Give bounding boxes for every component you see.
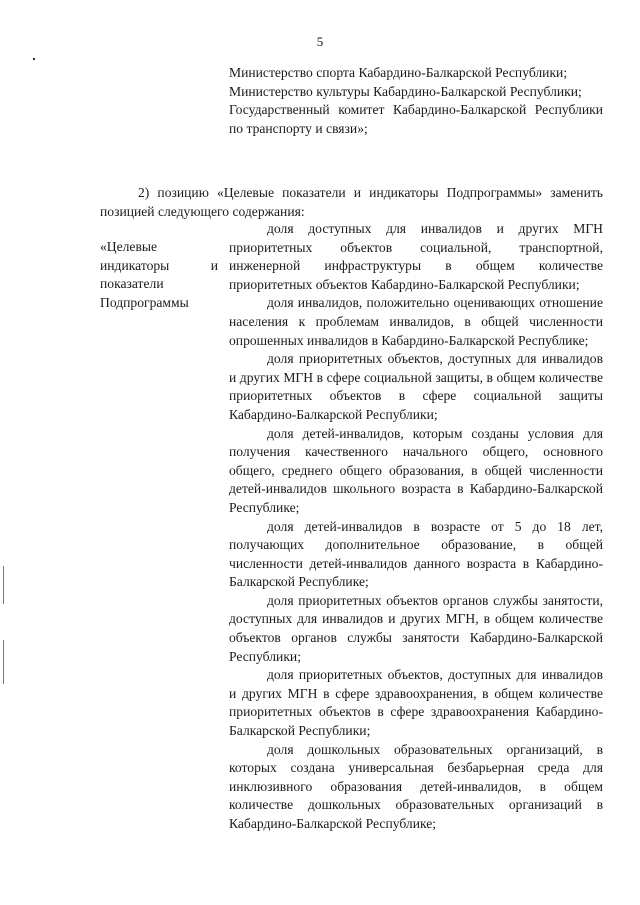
ministries-list <box>229 64 603 138</box>
label-line: показатели <box>100 276 164 292</box>
indicator-item: доля доступных для инвалидов и других МГН приоритетных объектов социальной, транспортной, инженерной инфраструктуры в общем количестве приоритетных объектов Кабардино-Балкарской Республики; <box>229 221 603 292</box>
indicator-item: доля дошкольных образовательных организаций, в которых создана универсальная безбарьерная среда для инклюзивного образования детей-инвалидов, в общем количестве дошкольных образовательных организаций в Кабардино-Балкарской Республике; <box>229 741 603 831</box>
scan-edge-mark <box>3 640 4 684</box>
page-number: 5 <box>316 34 324 49</box>
scan-dot <box>33 58 35 60</box>
label-word: индикаторы <box>100 257 170 273</box>
ministry-item: Государственный комитет Кабардино-Балкарской Республики по транспорту и связи»; <box>229 102 603 136</box>
label-word: и <box>210 257 218 273</box>
indicator-item: доля приоритетных объектов органов службы занятости, доступных для инвалидов и других МГН, в общем количестве объектов органов службы занятости Кабардино-Балкарской Республики; <box>229 592 603 664</box>
label-line: Подпрограммы <box>100 294 189 310</box>
paragraph-2 <box>100 184 603 221</box>
ministry-item: Министерство культуры Кабардино-Балкарской Республики; <box>229 83 582 99</box>
indicator-item: доля детей-инвалидов, которым созданы условия для получения качественного начального общего, основного общего, среднего общего образования, в общей численности детей-инвалидов школьного возраста в Кабардино-Балкарской Республике; <box>229 425 603 515</box>
indicator-item: доля приоритетных объектов, доступных для инвалидов и других МГН в сфере социальной защиты, в общем количестве приоритетных объектов в сфере социальной защиты Кабардино-Балкарской Республики; <box>229 351 603 422</box>
ministry-item: Министерство спорта Кабардино-Балкарской Республики; <box>229 65 568 80</box>
label-line <box>100 257 218 276</box>
paragraph-2-text: 2) позицию «Целевые показатели и индикаторы Подпрограммы» заменить позицией следующего содержания: <box>100 185 603 219</box>
indicators-list <box>229 220 603 834</box>
indicator-item: доля приоритетных объектов, доступных для инвалидов и других МГН в сфере здравоохранения, в общем количестве приоритетных объектов в сфере здравоохранения Кабардино-Балкарской Республики; <box>229 667 603 739</box>
label-line: «Целевые <box>100 239 158 254</box>
position-label <box>100 238 218 312</box>
scan-edge-mark <box>3 566 4 604</box>
indicator-item: доля детей-инвалидов в возрасте от 5 до 18 лет, получающих дополнительное образование, в общей численности детей-инвалидов данного возраста в Кабардино-Балкарской Республике; <box>229 518 603 590</box>
indicator-item: доля инвалидов, положительно оценивающих отношение населения к проблемам инвалидов, в общей численности опрошенных инвалидов в Кабардино-Балкарской Республике; <box>229 295 603 348</box>
